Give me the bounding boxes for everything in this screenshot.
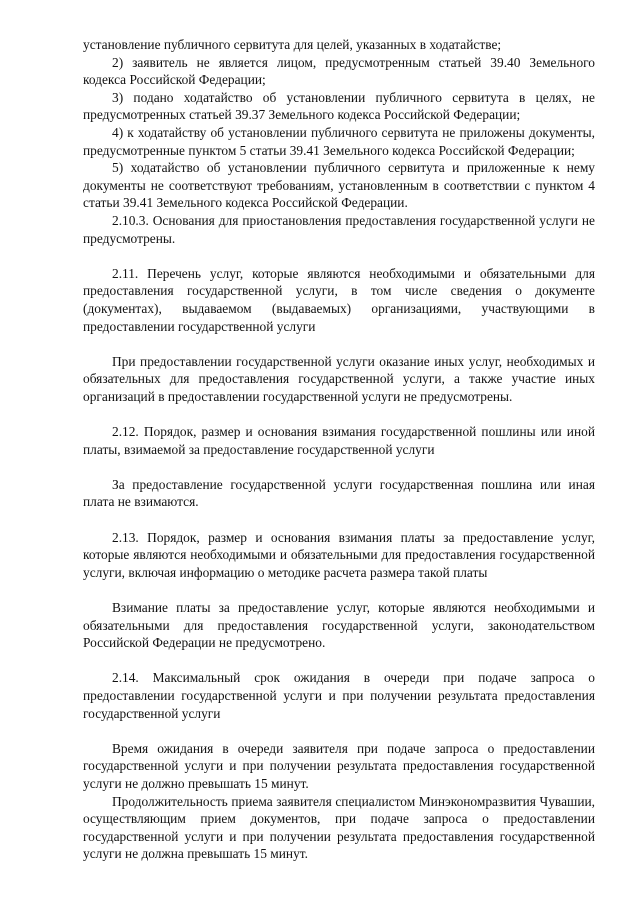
- document-page: [83, 36, 595, 863]
- spacer: [83, 405, 595, 423]
- paragraph-list-item-4: 4) к ходатайству об установлении публичного сервитута не приложены документы, предусмотренные пунктом 5 статьи 39.41 Земельного кодекса Российской Федерации;: [83, 124, 595, 158]
- heading-2-14: 2.14. Максимальный срок ожидания в очереди при подаче запроса о предоставлении государственной услуги и при получении результата предоставления государственной услуги: [83, 670, 595, 721]
- spacer: [83, 652, 595, 670]
- paragraph-2-10-3: 2.10.3. Основания для приостановления предоставления государственной услуги не предусмотрены.: [83, 212, 595, 246]
- heading-2-13: 2.13. Порядок, размер и основания взимания платы за предоставление услуг, которые являются необходимыми и обязательными для предоставления государственной услуги, включая информацию о методике расчета размера такой платы: [83, 529, 595, 580]
- paragraph-list-item-2: 2) заявитель не является лицом, предусмотренным статьей 39.40 Земельного кодекса Российской Федерации;: [83, 54, 595, 88]
- heading-2-11: 2.11. Перечень услуг, которые являются необходимыми и обязательными для предоставления государственной услуги, в том числе сведения о документе (документах), выдаваемом (выдаваемых) организациями, участвующими в предоставлении государственной услуги: [83, 265, 595, 334]
- paragraph-2-12-body: За предоставление государственной услуги государственная пошлина или иная плата не взимаются.: [83, 476, 595, 510]
- spacer: [83, 335, 595, 353]
- spacer: [83, 722, 595, 740]
- spacer: [83, 458, 595, 476]
- paragraph-2-13-body: Взимание платы за предоставление услуг, которые являются необходимыми и обязательными для предоставления государственной услуги, законодательством Российской Федерации не предусмотрено.: [83, 600, 595, 651]
- heading-2-12: 2.12. Порядок, размер и основания взимания государственной пошлины или иной платы, взимаемой за предоставление государственной услуги: [83, 424, 595, 457]
- paragraph-list-item-3: 3) подано ходатайство об установлении публичного сервитута в целях, не предусмотренных статьей 39.37 Земельного кодекса Российской Федерации;: [83, 89, 595, 123]
- paragraph-list-item-1-end: установление публичного сервитута для целей, указанных в ходатайстве;: [83, 37, 502, 52]
- spacer: [83, 511, 595, 529]
- paragraph-2-14-body-1: Время ожидания в очереди заявителя при подаче запроса о предоставлении государственной услуги и при получении результата предоставления государственной услуги не должно превышать 15 минут.: [83, 740, 595, 791]
- paragraph-2-14-body-2: Продолжительность приема заявителя специалистом Минэкономразвития Чувашии, осуществляющим прием документов, при подаче запроса о предоставлении государственной услуги и при получении результата предоставления государственной услуги не должна превышать 15 минут.: [83, 793, 595, 862]
- spacer: [83, 581, 595, 599]
- paragraph-list-item-5: 5) ходатайство об установлении публичного сервитута и приложенные к нему документы не соответствуют требованиям, установленным в соответствии с пунктом 4 статьи 39.41 Земельного кодекса Российской Федерации.: [83, 160, 595, 211]
- paragraph-2-11-body: При предоставлении государственной услуги оказание иных услуг, необходимых и обязательных для предоставления государственной услуги, а также участие иных организаций в предоставлении государственной услуги не предусмотрены.: [83, 353, 595, 404]
- spacer: [83, 247, 595, 265]
